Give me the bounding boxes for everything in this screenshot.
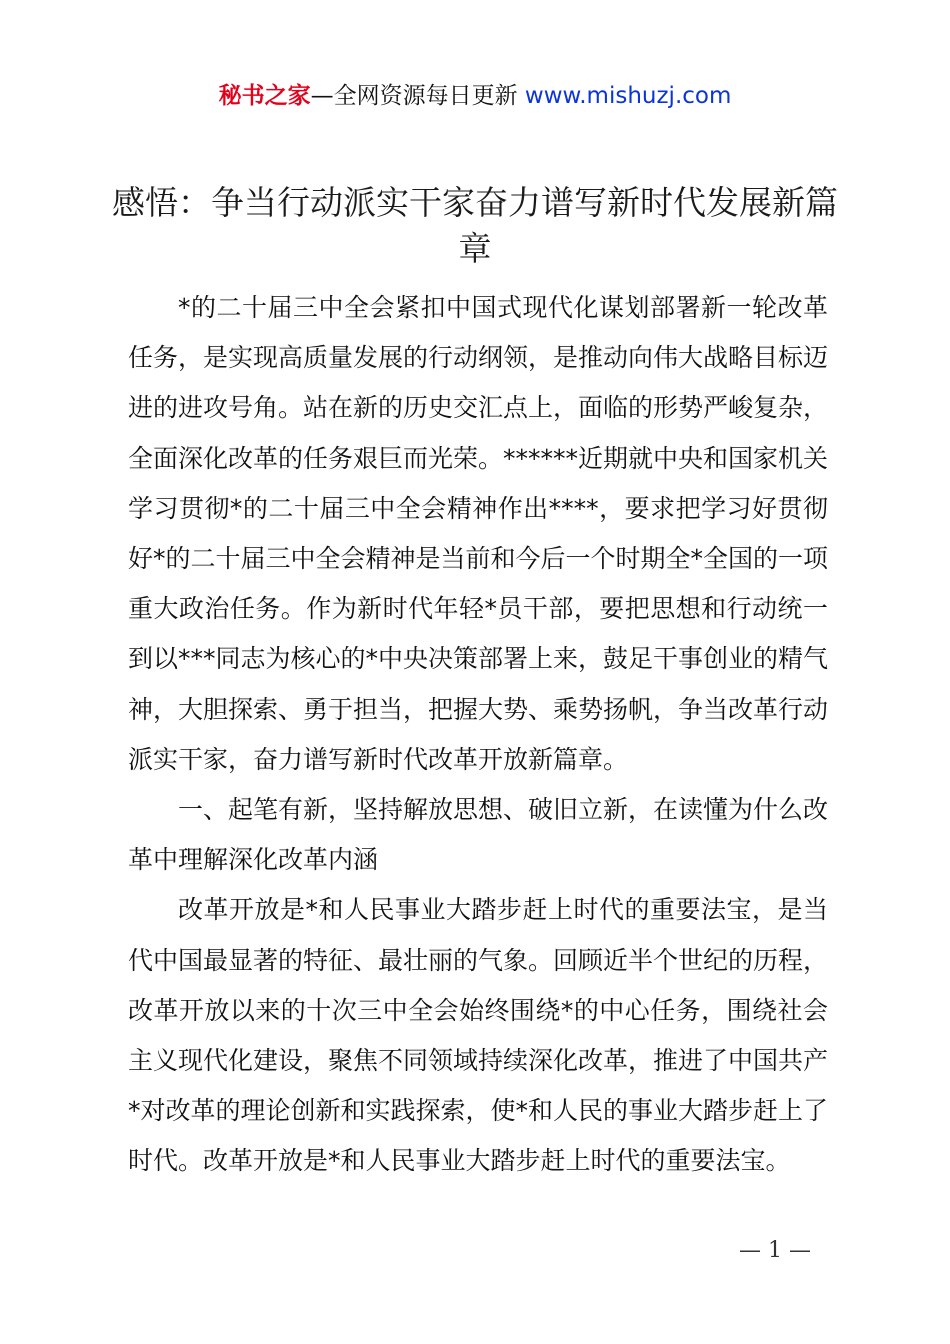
intro-paragraph: *的二十届三中全会紧扣中国式现代化谋划部署新一轮改革任务，是实现高质量发展的行动纲领，是推动向伟大战略目标迈进的进攻号角。站在新的历史交汇点上，面临的形势严峻复杂，全面深化改革的任务艰巨而光荣。******近期就中央和国家机关学习贯彻*的二十届三中全会精神作出****，要求把学习好贯彻好*的二十届三中全会精神是当前和今后一个时期全*全国的一项重大政治任务。作为新时代年轻*员干部，要把思想和行动统一到以***同志为核心的*中央决策部署上来，鼓足干事创业的精气神，大胆探索、勇于担当，把握大势、乘势扬帆，争当改革行动派实干家，奋力谱写新时代改革开放新篇章。 [128,293,829,774]
header-slogan: —全网资源每日更新 [310,83,518,109]
brand-name: 秘书之家 [218,83,311,109]
section-heading: 一、起笔有新，坚持解放思想、破旧立新，在读懂为什么改革中理解深化改革内涵 [128,795,829,875]
document-title: 感悟：争当行动派实干家奋力谱写新时代发展新篇章 [112,183,838,268]
document-body [128,283,828,1187]
page-number: — 1 — [739,1238,811,1263]
site-url-link[interactable]: www.mishuzj.com [524,83,732,109]
body-paragraph: 改革开放是*和人民事业大踏步赶上时代的重要法宝，是当代中国最显著的特征、最壮丽的气象。回顾近半个世纪的历程，改革开放以来的十次三中全会始终围绕*的中心任务，围绕社会主义现代化建设，聚焦不同领域持续深化改革，推进了中国共产*对改革的理论创新和实践探索，使*和人民的事业大踏步赶上了时代。改革开放是*和人民事业大踏步赶上时代的重要法宝。 [128,895,829,1176]
site-header [0,80,950,112]
